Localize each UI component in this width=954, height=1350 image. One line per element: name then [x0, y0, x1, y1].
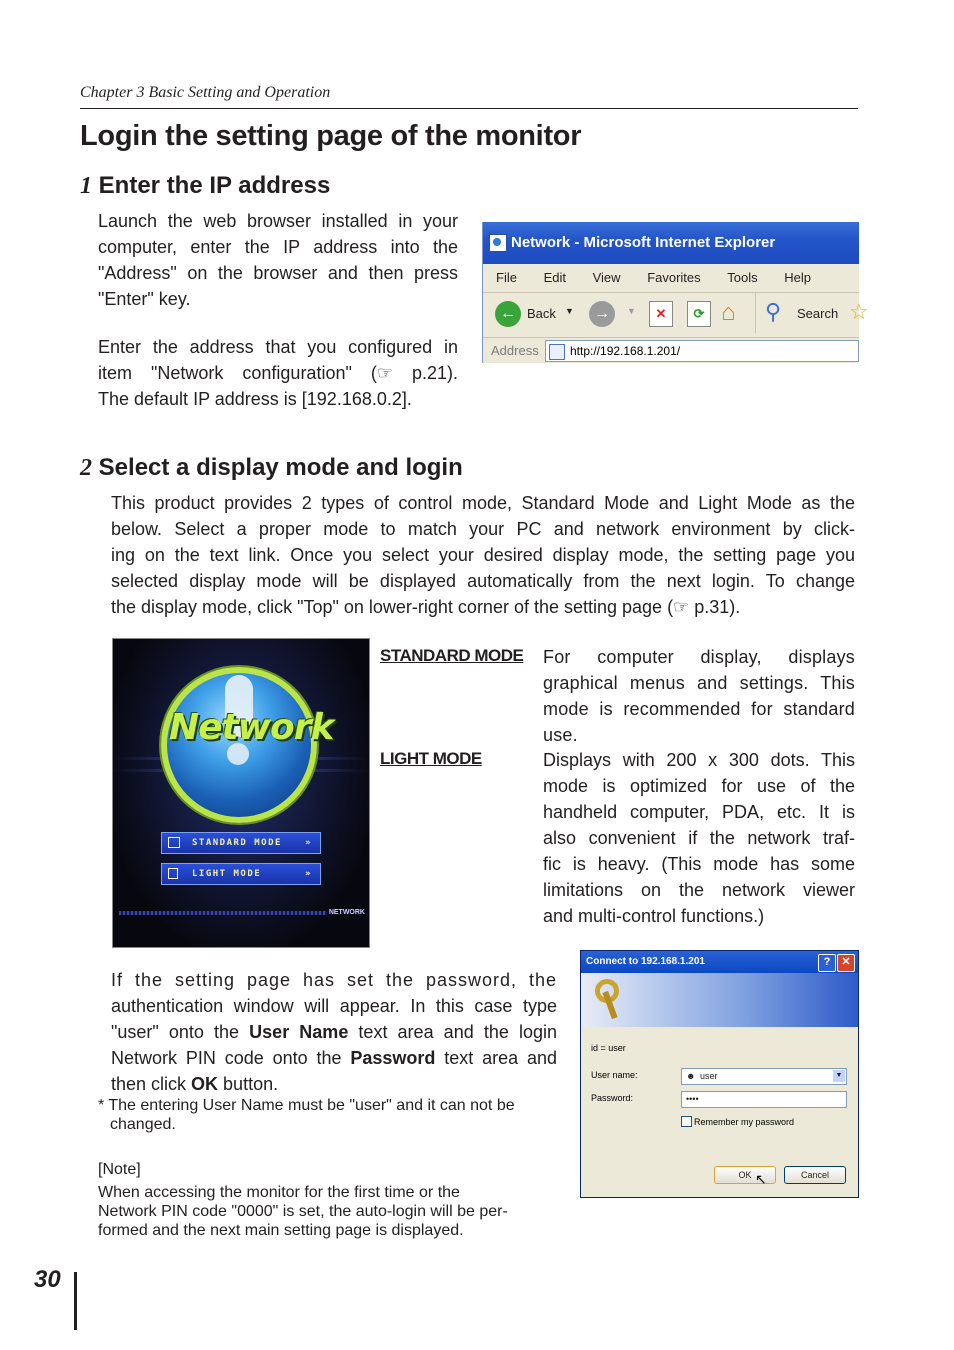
- page-number: 30: [34, 1266, 61, 1293]
- chapter-header: Chapter 3 Basic Setting and Operation: [80, 84, 331, 101]
- back-arrow-icon[interactable]: ←: [495, 301, 521, 327]
- password-label: Password:: [591, 1093, 634, 1103]
- username-term: User Name: [249, 1022, 349, 1042]
- step1-heading: [80, 172, 330, 200]
- search-icon[interactable]: ⚲: [765, 299, 782, 324]
- step1-number: 1: [80, 173, 92, 199]
- login-line: If the setting page has set the password, the: [111, 970, 557, 990]
- standard-desc-line: mode is recommended for standard: [543, 699, 855, 719]
- network-mode-screenshot: [112, 638, 370, 948]
- address-bar: [483, 338, 859, 364]
- ok-term: OK: [191, 1074, 219, 1094]
- realm-text: id = user: [591, 1043, 626, 1053]
- login-text: "user" onto the: [111, 1022, 250, 1042]
- step2-para-line: the display mode, click "Top" on lower-right corner of the setting page (☞ p.31).: [111, 597, 741, 617]
- standard-desc-line: graphical menus and settings. This: [543, 673, 855, 693]
- search-button-label[interactable]: Search: [797, 306, 839, 321]
- dialog-banner: [581, 973, 858, 1027]
- chevron-down-icon[interactable]: ▼: [833, 1070, 845, 1082]
- menu-tools[interactable]: Tools: [727, 270, 758, 285]
- password-value: ••••: [686, 1094, 699, 1104]
- step1-para2-line: The default IP address is [192.168.0.2].: [98, 389, 412, 409]
- light-desc-line: fic is heavy. (This mode has some: [543, 854, 855, 874]
- cancel-button[interactable]: Cancel: [784, 1166, 846, 1184]
- password-input[interactable]: [681, 1091, 847, 1108]
- note-heading: [Note]: [98, 1161, 141, 1178]
- light-desc-line: limitations on the network viewer: [543, 880, 855, 900]
- username-combobox[interactable]: [681, 1068, 847, 1085]
- menu-help[interactable]: Help: [784, 270, 812, 285]
- light-mode-description: [543, 747, 855, 929]
- password-term: Password: [350, 1048, 436, 1068]
- footnote-line: changed.: [110, 1116, 176, 1133]
- light-mode-link[interactable]: LIGHT MODE: [380, 749, 482, 768]
- standard-desc-line: For computer display, displays: [543, 647, 855, 667]
- note-line: Network PIN code "0000" is set, the auto-login will be per-: [98, 1203, 508, 1220]
- username-label: User name:: [591, 1070, 638, 1080]
- step2-para-line: This product provides 2 types of control mode, Standard Mode and Light Mode as the: [111, 493, 855, 513]
- light-mode-button-label: LIGHT MODE: [192, 869, 262, 879]
- light-desc-line: handheld computer, PDA, etc. It is: [543, 802, 855, 822]
- step1-heading-text: Enter the IP address: [98, 172, 331, 199]
- browser-toolbar: [483, 293, 869, 338]
- step2-para-line: below. Select a proper mode to match your PC and network environment by click-: [111, 519, 855, 539]
- ie-app-icon: [489, 234, 507, 252]
- user-icon: ☻: [686, 1071, 696, 1081]
- step1-para1-line: Launch the web browser installed in your: [98, 211, 458, 231]
- dialog-titlebar: [581, 951, 858, 973]
- login-text: button.: [218, 1074, 279, 1094]
- light-desc-line: Displays with 200 x 300 dots. This: [543, 750, 855, 770]
- page-number-bar: [74, 1272, 77, 1330]
- login-dialog: [580, 950, 859, 1198]
- login-line: [111, 1045, 557, 1071]
- login-instructions: [111, 967, 557, 1097]
- step2-number: 2: [80, 455, 92, 481]
- step1-para2: [98, 334, 458, 412]
- address-label: Address: [491, 343, 539, 358]
- light-desc-line: mode is optimized for use of the: [543, 776, 855, 796]
- menu-favorites[interactable]: Favorites: [647, 270, 701, 285]
- double-chevron-icon: »: [305, 838, 312, 848]
- step1-para2-line: Enter the address that you configured in: [98, 337, 458, 357]
- remember-password-label: Remember my password: [694, 1117, 795, 1127]
- toolbar-divider: [755, 293, 756, 333]
- forward-arrow-icon[interactable]: →: [589, 301, 615, 327]
- standard-mode-button-label: STANDARD MODE: [192, 838, 282, 848]
- login-text: Network PIN code onto the: [111, 1048, 351, 1068]
- light-desc-line: and multi-control functions.): [543, 906, 765, 926]
- standard-mode-description: [543, 644, 855, 748]
- step2-para-line: ing on the text link. Once you select your desired display mode, the setting page you: [111, 545, 855, 565]
- back-dropdown-icon[interactable]: ▼: [565, 306, 574, 316]
- note-line: When accessing the monitor for the first time or the: [98, 1184, 460, 1201]
- page-title: Login the setting page of the monitor: [80, 120, 582, 152]
- login-text: text area and: [435, 1048, 557, 1068]
- login-text: text area and the login: [348, 1022, 557, 1042]
- footnote-line: * The entering User Name must be "user" and it can not be: [98, 1097, 515, 1114]
- menu-file[interactable]: File: [496, 270, 517, 285]
- footnote: [98, 1096, 558, 1134]
- login-line: authentication window will appear. In this case type: [111, 996, 557, 1016]
- step2-heading-text: Select a display mode and login: [98, 454, 463, 481]
- dialog-title: Connect to 192.168.1.201: [586, 956, 705, 967]
- stop-icon[interactable]: ✕: [649, 301, 673, 327]
- standard-mode-link[interactable]: STANDARD MODE: [380, 646, 524, 665]
- double-chevron-icon: »: [305, 869, 312, 879]
- browser-window-title: Network - Microsoft Internet Explorer: [511, 234, 776, 251]
- close-button[interactable]: ✕: [837, 954, 855, 972]
- note-body: [98, 1183, 558, 1240]
- standard-mode-button[interactable]: [161, 832, 321, 854]
- mouse-cursor-icon: ↖: [755, 1171, 767, 1187]
- login-line: [111, 1019, 557, 1045]
- handheld-icon: [168, 868, 178, 879]
- refresh-icon[interactable]: ⟳: [687, 301, 711, 327]
- light-mode-button[interactable]: [161, 863, 321, 885]
- step2-para-line: selected display mode will be displayed automatically from the next login. To change: [111, 571, 855, 591]
- network-brand: NETWORK: [328, 909, 365, 916]
- address-value: http://192.168.1.201/: [570, 344, 681, 358]
- menu-edit[interactable]: Edit: [543, 270, 566, 285]
- back-button-label[interactable]: Back: [527, 306, 556, 321]
- login-text: then click: [111, 1074, 192, 1094]
- home-icon[interactable]: ⌂: [721, 299, 736, 326]
- light-desc-line: also convenient if the network traf-: [543, 828, 855, 848]
- browser-screenshot: [482, 222, 869, 363]
- login-line: [111, 1071, 557, 1097]
- help-button[interactable]: ?: [818, 954, 836, 972]
- browser-titlebar: [483, 222, 859, 264]
- step1-para1: [98, 208, 458, 312]
- header-rule: [80, 108, 858, 109]
- step1-para1-line: "Enter" key.: [98, 289, 191, 309]
- ok-button[interactable]: OK: [714, 1166, 776, 1184]
- menu-view[interactable]: View: [592, 270, 621, 285]
- step2-heading: [80, 454, 463, 482]
- browser-menubar: [483, 264, 859, 293]
- step1-para2-line: item "Network configuration" (☞ p.21).: [98, 363, 458, 383]
- monitor-icon: [168, 837, 180, 848]
- page-icon: [549, 344, 565, 360]
- forward-dropdown-icon[interactable]: ▼: [627, 306, 636, 316]
- note-line: formed and the next main setting page is displayed.: [98, 1222, 464, 1239]
- step1-para1-line: "Address" on the browser and then press: [98, 263, 458, 283]
- standard-desc-line: use.: [543, 725, 578, 745]
- address-input[interactable]: [545, 340, 859, 362]
- step1-para1-line: computer, enter the IP address into the: [98, 237, 458, 257]
- network-logo-text: Network: [169, 707, 334, 748]
- remember-password-checkbox[interactable]: [681, 1116, 692, 1127]
- username-value: user: [700, 1071, 718, 1081]
- step2-para: [111, 490, 855, 620]
- favorites-star-icon[interactable]: ☆: [849, 299, 869, 324]
